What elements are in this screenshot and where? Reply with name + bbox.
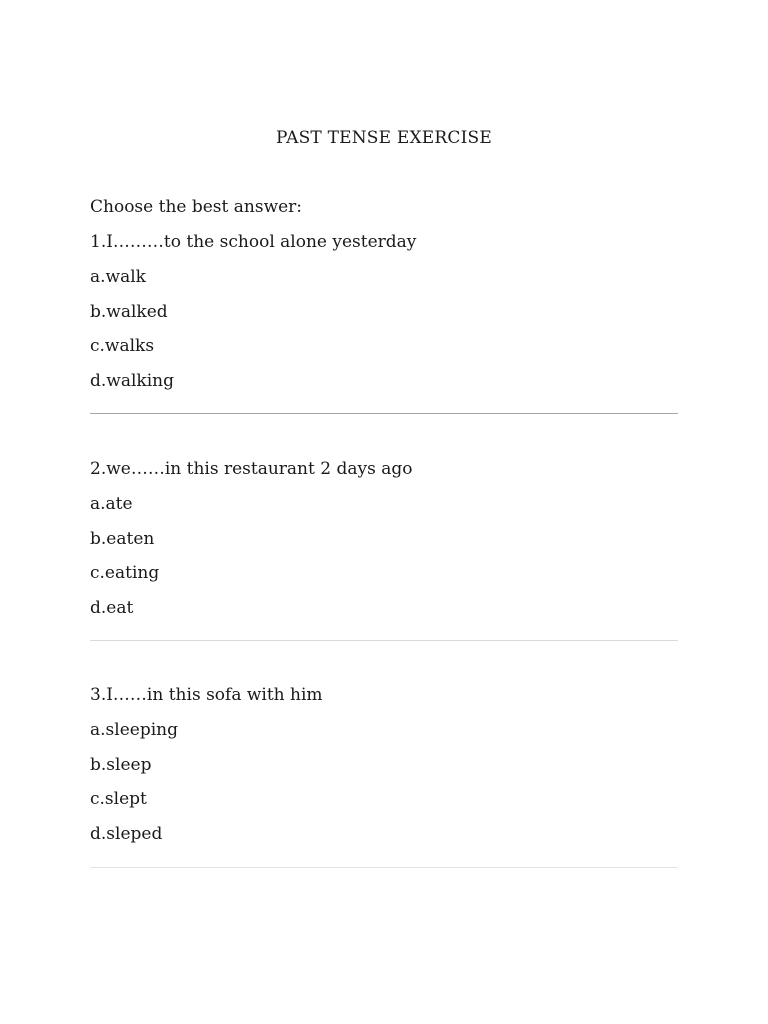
question-1-option-c: c.walks	[90, 336, 155, 357]
question-1-option-a: a.walk	[90, 266, 146, 287]
question-3-option-d: d.sleped	[90, 824, 163, 845]
question-2	[90, 458, 678, 632]
question-3-prompt: 3.I……in this sofa with him	[90, 685, 323, 705]
question-2-option-b: b.eaten	[90, 528, 155, 549]
instruction-text: Choose the best answer:	[90, 197, 303, 217]
question-1-option-d: d.walking	[90, 371, 174, 392]
question-3	[90, 684, 678, 858]
question-1-prompt: 1.I………to the school alone yesterday	[90, 232, 417, 252]
question-2-option-c: c.eating	[90, 563, 160, 584]
question-3-option-c: c.slept	[90, 789, 147, 810]
question-2-prompt: 2.we……in this restaurant 2 days ago	[90, 459, 413, 479]
question-3-option-a: a.sleeping	[90, 719, 178, 740]
question-2-option-d: d.eat	[90, 598, 134, 619]
question-3-option-b: b.sleep	[90, 754, 152, 775]
divider-1	[90, 413, 678, 414]
question-1	[90, 231, 678, 405]
question-1-option-b: b.walked	[90, 301, 168, 322]
divider-3	[90, 867, 678, 868]
question-2-option-a: a.ate	[90, 493, 133, 514]
divider-2	[90, 640, 678, 641]
page-title: PAST TENSE EXERCISE	[276, 128, 492, 148]
